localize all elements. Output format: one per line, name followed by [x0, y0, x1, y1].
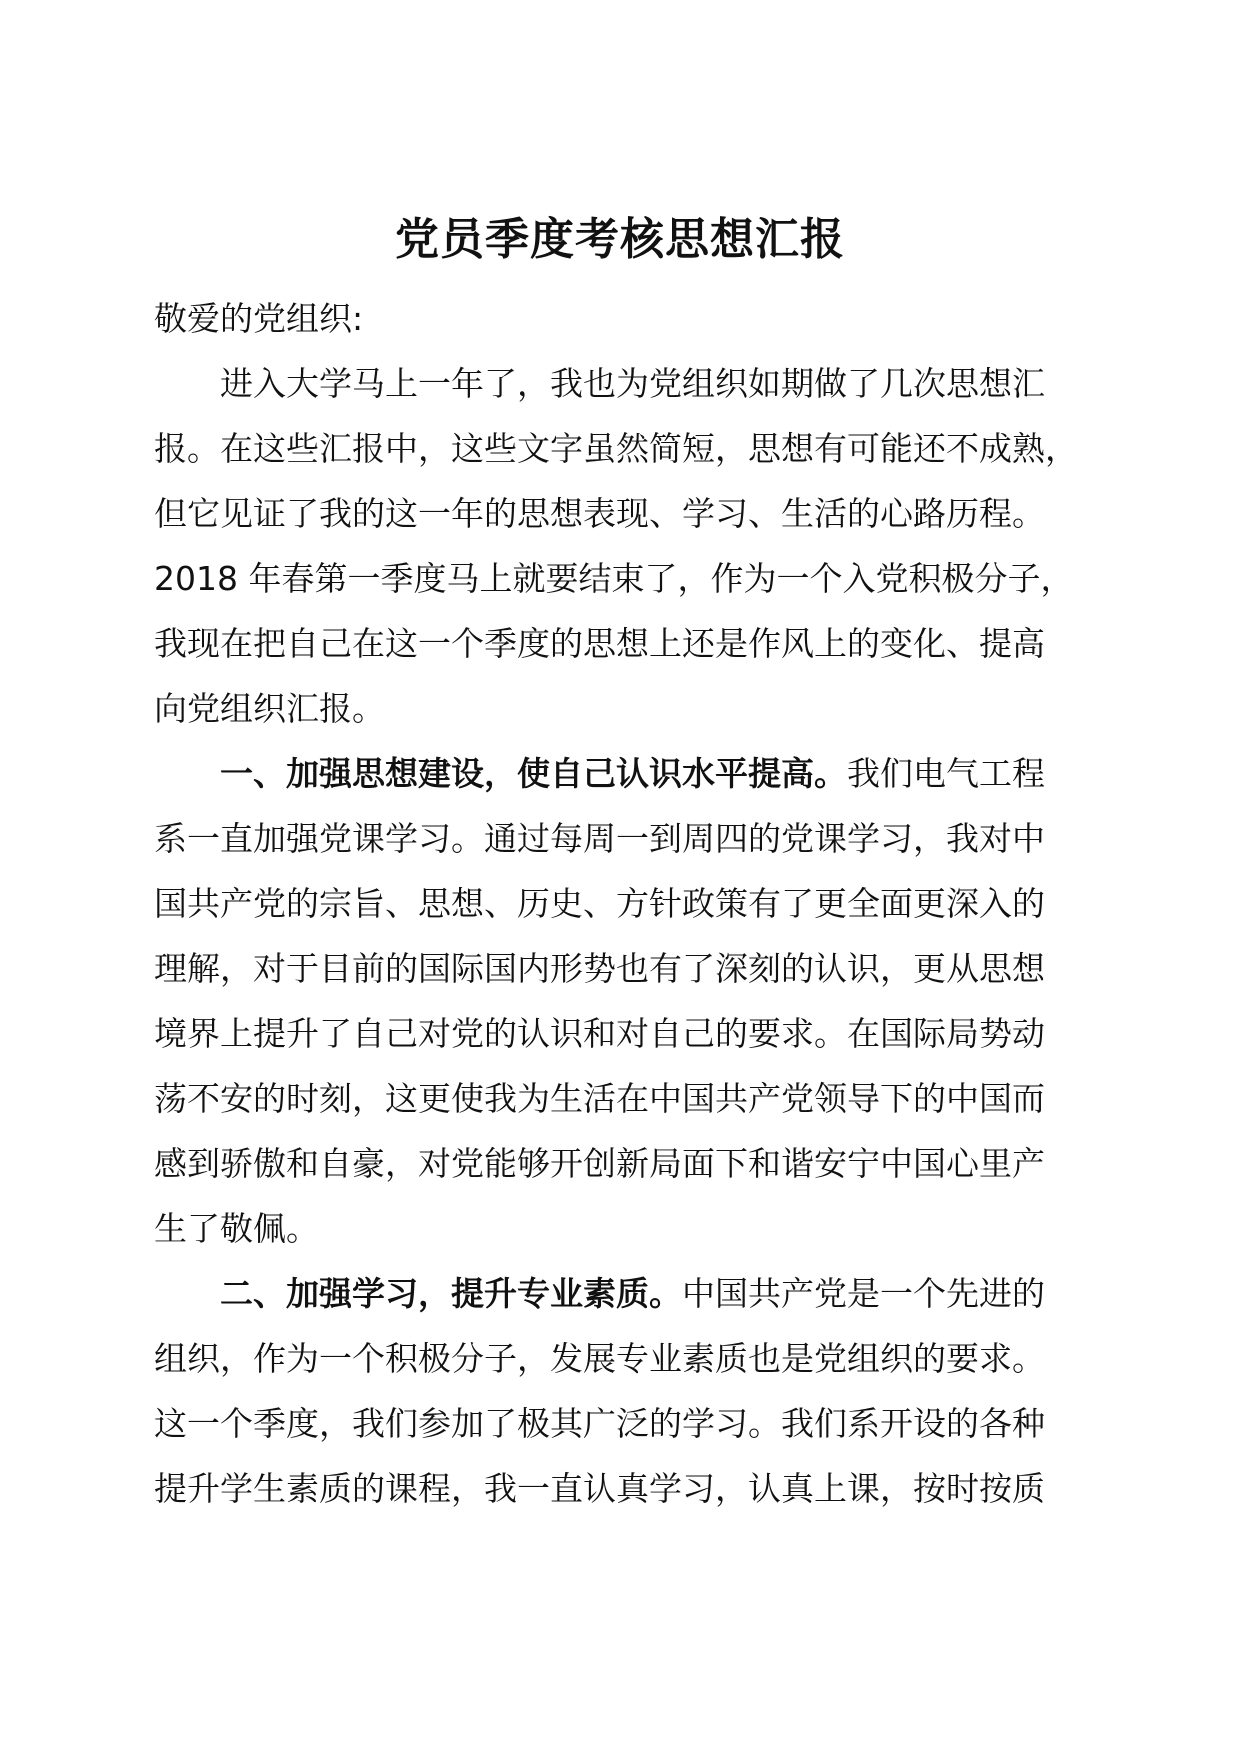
- paragraph-line: 系一直加强党课学习。通过每周一到周四的党课学习，我对中: [154, 819, 1045, 858]
- section-two: [154, 1261, 1114, 1521]
- document-title: 党员季度考核思想汇报: [395, 214, 845, 265]
- paragraph-line: 生了敬佩。: [154, 1209, 319, 1248]
- paragraph-line: 提升学生素质的课程，我一直认真学习，认真上课，按时按质: [154, 1469, 1045, 1508]
- paragraph-line: 2018 年春第一季度马上就要结束了，作为一个入党积极分子，: [154, 559, 1074, 598]
- paragraph-line: 这一个季度，我们参加了极其广泛的学习。我们系开设的各种: [154, 1404, 1045, 1443]
- paragraph-line: 组织，作为一个积极分子，发展专业素质也是党组织的要求。: [154, 1339, 1045, 1378]
- paragraph-line: 我现在把自己在这一个季度的思想上还是作风上的变化、提高: [154, 624, 1045, 663]
- paragraph-line: 向党组织汇报。: [154, 689, 385, 728]
- paragraph-line: 报。在这些汇报中，这些文字虽然简短，思想有可能还不成熟，: [154, 429, 1078, 468]
- section-heading-continuation: 我们电气工程: [847, 754, 1045, 793]
- paragraph-line: 境界上提升了自己对党的认识和对自己的要求。在国际局势动: [154, 1014, 1045, 1053]
- paragraph-line: 国共产党的宗旨、思想、历史、方针政策有了更全面更深入的: [154, 884, 1045, 923]
- paragraph-line: 但它见证了我的这一年的思想表现、学习、生活的心路历程。: [154, 494, 1045, 533]
- paragraph-line: 进入大学马上一年了，我也为党组织如期做了几次思想汇: [220, 364, 1045, 403]
- paragraph-line: 感到骄傲和自豪，对党能够开创新局面下和谐安宁中国心里产: [154, 1144, 1045, 1183]
- paragraph-line: 荡不安的时刻，这更使我为生活在中国共产党领导下的中国而: [154, 1079, 1045, 1118]
- paragraph-intro: [154, 351, 1114, 741]
- salutation: 敬爱的党组织:: [154, 299, 364, 338]
- section-heading: 二、加强学习，提升专业素质。: [220, 1274, 682, 1313]
- paragraph-line: 理解，对于目前的国际国内形势也有了深刻的认识，更从思想: [154, 949, 1045, 988]
- section-first-line: [154, 741, 1114, 806]
- section-heading: 一、加强思想建设，使自己认识水平提高。: [220, 754, 847, 793]
- section-first-line: [154, 1261, 1114, 1326]
- section-one: [154, 741, 1114, 1261]
- document-body: [154, 286, 1114, 1521]
- section-heading-continuation: 中国共产党是一个先进的: [682, 1274, 1045, 1313]
